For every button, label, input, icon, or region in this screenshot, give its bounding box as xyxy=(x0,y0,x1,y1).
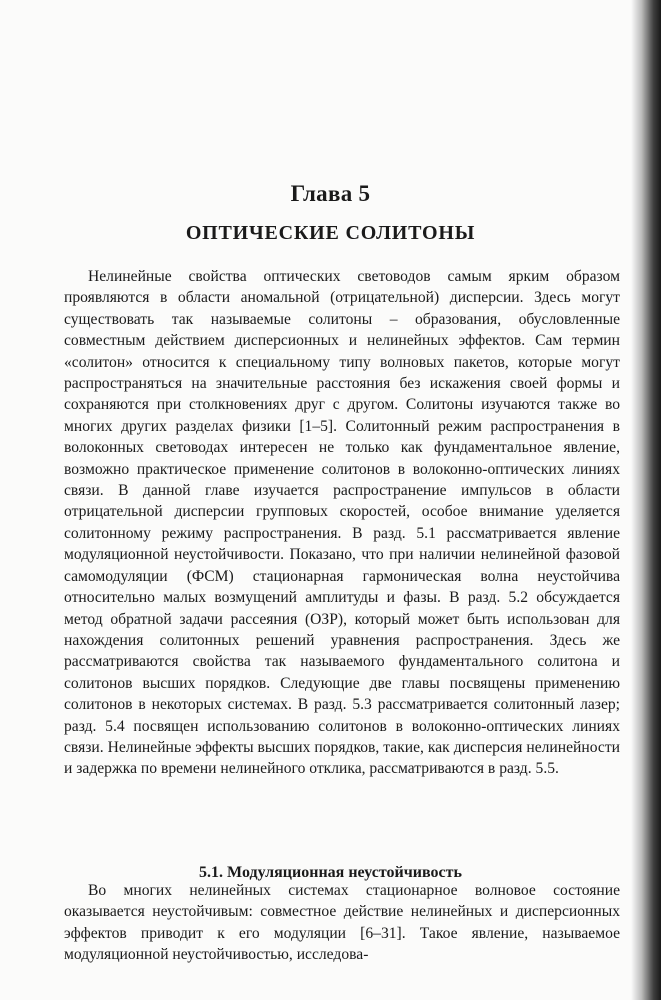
section-heading: 5.1. Модуляционная неустойчивость xyxy=(199,864,462,881)
chapter-number: Глава 5 xyxy=(290,181,371,207)
page-edge-shadow xyxy=(631,0,661,1000)
chapter-title: ОПТИЧЕСКИЕ СОЛИТОНЫ xyxy=(185,221,476,244)
intro-paragraph: Нелинейные свойства оптических световодов самым ярким образом проявляются в области аномальной (отрицательной) дисперсии. Здесь могут существовать так называемые солитоны – образования, обусловленные совместным действием дисперсионных и нелинейных эффектов. Сам термин «солитон» относится к специальному типу волновых пакетов, которые могут распространяться на значительные расстояния без искажения своей формы и сохраняются при столкновениях друг с другом. Солитоны изучаются также во многих других разделах физики [1–5]. Солитонный режим распространения в волоконных световодах интересен не только как фундаментальное явление, возможно практическое применение солитонов в волоконно-оптических линиях связи. В данной главе изучается распространение импульсов в области отрицательной дисперсии групповых скоростей, особое внимание уделяется солитонному режиму распространения. В разд. 5.1 рассматривается явление модуляционной неустойчивости. Показано, что при наличии нелинейной фазовой самомодуляции (ФСМ) стационарная гармоническая волна неустойчива относительно малых возмущений амплитуды и фазы. В разд. 5.2 обсуждается метод обратной задачи рассеяния (ОЗР), который может быть использован для нахождения солитонных решений уравнения распространения. Здесь же рассматриваются свойства так называемого фундаментального солитона и солитонов высших порядков. Следующие две главы посвящены применению солитонов в некоторых системах. В разд. 5.3 рассматривается солитонный лазер; разд. 5.4 посвящен использованию солитонов в волоконно-оптических линиях связи. Нелинейные эффекты высших порядков, такие, как дисперсия нелинейности и задержка по времени нелинейного отклика, рассматриваются в разд. 5.5. xyxy=(64,268,620,778)
section-paragraph: Во многих нелинейных системах стационарное волновое состояние оказывается неустойчивым: совместное действие нелинейных и дисперсионных эффектов приводит к его модуляции [6–31]. Такое явление, называемое модуляционной неустойчивостью, исследова- xyxy=(64,882,620,964)
